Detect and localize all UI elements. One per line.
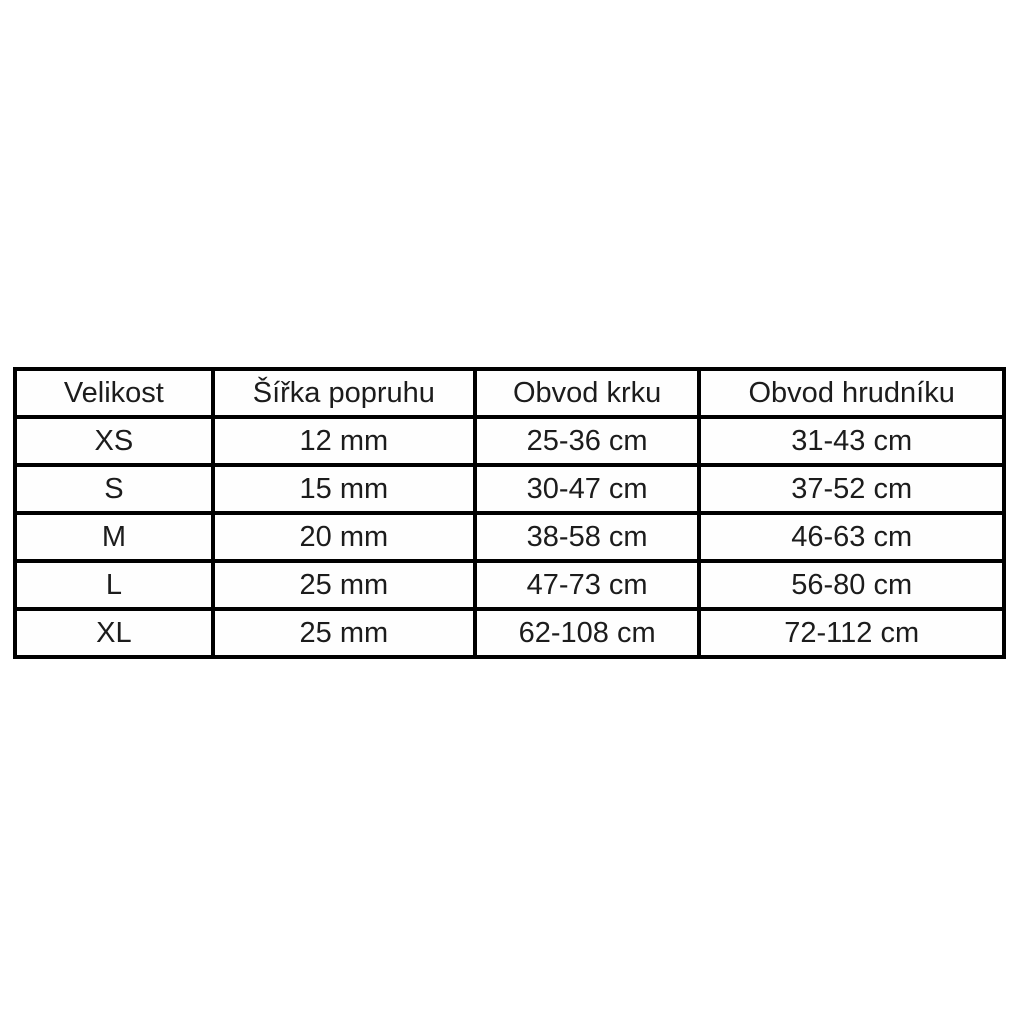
cell-neck-circumference: 47-73 cm — [475, 561, 700, 609]
cell-strap-width: 25 mm — [213, 561, 475, 609]
cell-strap-width: 12 mm — [213, 417, 475, 465]
table-row-s — [15, 465, 1004, 513]
cell-chest-circumference: 72-112 cm — [699, 609, 1004, 657]
cell-neck-circumference: 25-36 cm — [475, 417, 700, 465]
cell-chest-circumference: 46-63 cm — [699, 513, 1004, 561]
cell-strap-width: 25 mm — [213, 609, 475, 657]
column-header-velikost: Velikost — [15, 369, 213, 417]
cell-chest-circumference: 31-43 cm — [699, 417, 1004, 465]
cell-neck-circumference: 62-108 cm — [475, 609, 700, 657]
cell-size: M — [15, 513, 213, 561]
cell-size: XS — [15, 417, 213, 465]
cell-strap-width: 20 mm — [213, 513, 475, 561]
column-header-obvod-hrudniku: Obvod hrudníku — [699, 369, 1004, 417]
table-header-row — [15, 369, 1004, 417]
table-row-l — [15, 561, 1004, 609]
size-chart-table — [13, 367, 1006, 659]
cell-chest-circumference: 56-80 cm — [699, 561, 1004, 609]
table-row-xl — [15, 609, 1004, 657]
column-header-obvod-krku: Obvod krku — [475, 369, 700, 417]
column-header-sirka-popruhu: Šířka popruhu — [213, 369, 475, 417]
table-row-xs — [15, 417, 1004, 465]
cell-size: S — [15, 465, 213, 513]
cell-size: XL — [15, 609, 213, 657]
cell-chest-circumference: 37-52 cm — [699, 465, 1004, 513]
cell-neck-circumference: 38-58 cm — [475, 513, 700, 561]
cell-neck-circumference: 30-47 cm — [475, 465, 700, 513]
table-row-m — [15, 513, 1004, 561]
cell-size: L — [15, 561, 213, 609]
cell-strap-width: 15 mm — [213, 465, 475, 513]
